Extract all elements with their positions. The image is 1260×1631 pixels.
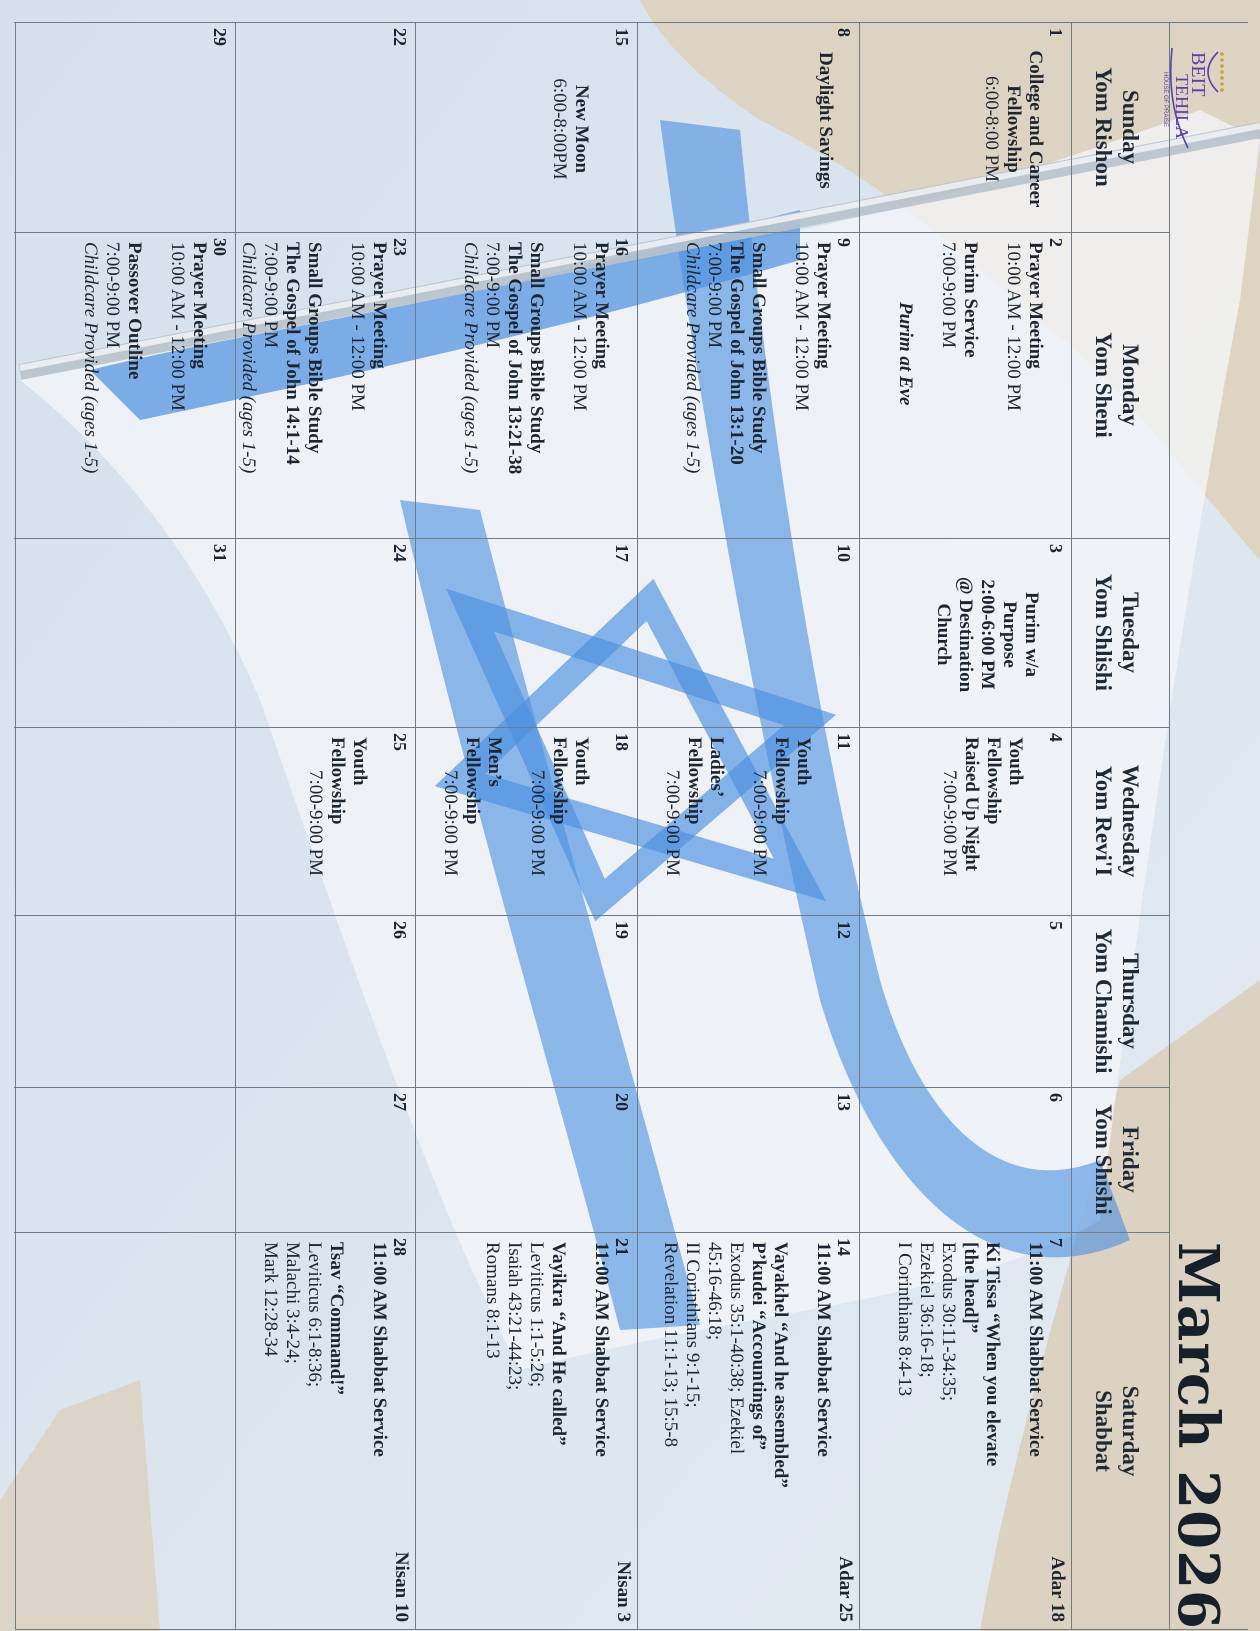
event-time: 7:00-9:00 PM [305, 769, 326, 877]
event-title: Fellowship [684, 737, 705, 825]
event-title: Fellowship [327, 737, 348, 825]
day-number: 19 [612, 921, 632, 939]
day-cell [860, 1087, 1072, 1232]
day-cell [416, 22, 638, 232]
event-note: Childcare Provided (ages 1-5) [80, 242, 101, 474]
weekday-header-sunday: Sunday Yom Rishon [1091, 67, 1143, 187]
event-time: 7:00-9:00 PM [102, 242, 123, 349]
day-number: 23 [390, 238, 410, 256]
day-number: 22 [390, 28, 410, 46]
event-time: 7:00-9:00 PM [749, 769, 770, 877]
day-number: 15 [612, 28, 632, 46]
scripture-reading: Ezekiel 36:16-18; [916, 1242, 937, 1378]
parasha-name: Tsav “Command!” [326, 1242, 347, 1395]
parasha-name: Vayikra “And He called” [548, 1242, 569, 1446]
event-title: Small Groups Bible Study [526, 242, 547, 454]
day-number: 16 [612, 238, 632, 256]
event-title: College and Career [1025, 50, 1046, 208]
event-title: Fellowship [462, 737, 483, 825]
day-cell [236, 232, 416, 538]
day-number: 2 [1046, 238, 1066, 247]
event-note: Childcare Provided (ages 1-5) [238, 242, 259, 474]
day-cell [236, 538, 416, 727]
event-time: 7:00-9:00 PM [440, 769, 461, 877]
scripture-reading: Malachi 3:4-24; [282, 1242, 303, 1364]
scripture-reading: Exodus 35:1-40:38; Ezekiel [726, 1242, 747, 1455]
service-title: 11:00 AM Shabbat Service [813, 1242, 834, 1457]
weekday-header-friday: Friday Yom Shishi [1091, 1104, 1143, 1215]
day-number: 10 [834, 544, 854, 562]
day-cell [638, 727, 860, 915]
day-number: 28 [390, 1238, 410, 1256]
event-time: 7:00-9:00 PM [482, 242, 503, 349]
day-number: 13 [834, 1093, 854, 1111]
day-number: 9 [834, 238, 854, 247]
day-cell [638, 232, 860, 538]
scripture-reading: Leviticus 6:1-8:36; [304, 1242, 325, 1388]
day-cell [416, 1087, 638, 1232]
event-time: 10:00 AM - 12:00 PM [1003, 242, 1024, 411]
event-time: 10:00 AM - 12:00 PM [569, 242, 590, 411]
event-title: Fellowship [771, 737, 792, 825]
event-title: Prayer Meeting [369, 242, 390, 369]
svg-text:BEIT: BEIT [1187, 52, 1209, 97]
parasha-name: P’kudei “Accountings of” [748, 1242, 769, 1450]
event-title: Youth [349, 737, 370, 786]
svg-text:HOUSE OF PRAISE: HOUSE OF PRAISE [1162, 72, 1168, 128]
day-number: 14 [834, 1238, 854, 1256]
scripture-reading: Mark 12:28-34 [260, 1242, 281, 1357]
day-cell [860, 1232, 1072, 1630]
weekday-header-tuesday: Tuesday Yom Shlishi [1091, 574, 1143, 691]
service-title: 11:00 AM Shabbat Service [591, 1242, 612, 1457]
day-number: 30 [210, 238, 230, 256]
svg-text:TEHILA: TEHILA [1172, 74, 1192, 139]
event-time: 7:00-9:00 PM [938, 242, 959, 349]
event-time: 7:00-9:00 PM [260, 242, 281, 349]
parasha-name: [the head]” [960, 1242, 981, 1334]
day-number: 25 [390, 733, 410, 751]
day-cell [14, 22, 236, 232]
day-cell-empty [14, 915, 236, 1087]
weekday-header-monday: Monday Yom Sheni [1091, 332, 1143, 438]
scripture-reading: Isaiah 43:21-44:23; [504, 1242, 525, 1391]
month-title: March 2026 [1165, 1242, 1231, 1630]
weekday-header-saturday: Saturday Shabbat [1091, 1385, 1143, 1477]
hebrew-date: Adar 18 [1047, 1556, 1068, 1622]
scripture-reading: Romans 8:1-13 [482, 1242, 503, 1359]
day-number: 1 [1046, 28, 1066, 37]
event-time: 7:00-9:00 PM [527, 769, 548, 877]
event-title: Raised Up Night [961, 737, 982, 872]
event-title: The Gospel of John 13:21-38 [504, 242, 525, 475]
event-time: 6:00-8:00PM [549, 78, 570, 180]
event-time: 10:00 AM - 12:00 PM [791, 242, 812, 411]
day-cell [860, 915, 1072, 1087]
day-cell-empty [14, 1087, 236, 1232]
day-number: 3 [1046, 544, 1066, 553]
day-cell [638, 915, 860, 1087]
hebrew-date: Nisan 3 [613, 1561, 634, 1622]
day-number: 5 [1046, 921, 1066, 930]
day-cell [860, 727, 1072, 915]
day-number: 6 [1046, 1093, 1066, 1102]
scripture-reading: Exodus 30:11-34:35; [938, 1242, 959, 1402]
event-title: Purim Service [960, 242, 981, 358]
event-title: Passover Outline [124, 242, 145, 380]
day-number: 12 [834, 921, 854, 939]
event-time: 10:00 AM - 12:00 PM [167, 242, 188, 411]
event-title: Fellowship [1003, 85, 1024, 173]
day-number: 4 [1046, 733, 1066, 742]
event-note: Childcare Provided (ages 1-5) [460, 242, 481, 474]
event-title: Purpose [999, 601, 1020, 668]
event-time: 7:00-9:00 PM [939, 769, 960, 877]
hebrew-date: Adar 25 [835, 1556, 856, 1622]
event-title: Men’s [484, 737, 505, 787]
day-cell [236, 727, 416, 915]
day-cell [416, 727, 638, 915]
event-title: The Gospel of John 14:1-14 [282, 242, 303, 465]
parasha-name: Ki Tissa “When you elevate [982, 1242, 1003, 1467]
scripture-reading: Revelation 11:1-13; 15:5-8 [660, 1242, 681, 1448]
event-time: 2:00-6:00 PM [977, 579, 998, 690]
day-number: 7 [1046, 1238, 1066, 1247]
day-cell [14, 232, 236, 538]
event-time: 7:00-9:00 PM [704, 242, 725, 349]
event-title: Youth [1005, 737, 1026, 786]
scripture-reading: I Corinthians 8:4-13 [894, 1242, 915, 1397]
event-title: Prayer Meeting [189, 242, 210, 369]
event-time: 10:00 AM - 12:00 PM [347, 242, 368, 411]
day-cell [416, 1232, 638, 1630]
day-cell [14, 538, 236, 727]
day-number: 27 [390, 1093, 410, 1111]
event-title: Youth [793, 737, 814, 786]
event-title: The Gospel of John 13:1-20 [726, 242, 747, 465]
day-cell [236, 1087, 416, 1232]
event-title: New Moon [571, 84, 592, 174]
day-number: 29 [210, 28, 230, 46]
event-title: Prayer Meeting [1025, 242, 1046, 369]
scripture-reading: Leviticus 1:1-5:26; [526, 1242, 547, 1388]
day-cell [860, 22, 1072, 232]
event-location: Church [933, 603, 954, 666]
event-title: Youth [571, 737, 592, 786]
day-number: 21 [612, 1238, 632, 1256]
day-cell [638, 1087, 860, 1232]
event-title: Fellowship [983, 737, 1004, 825]
weekday-header-wednesday: Wednesday Yom Revi'I [1091, 764, 1143, 878]
event-title: Small Groups Bible Study [748, 242, 769, 454]
event-title: Purim w/a [1021, 592, 1042, 677]
event-title: Daylight Savings [815, 52, 836, 189]
day-number: 11 [834, 733, 854, 751]
day-cell [638, 22, 860, 232]
day-cell-empty [14, 1232, 236, 1630]
event-location: @ Destination [955, 576, 976, 693]
weekday-header-thursday: Thursday Yom Chamishi [1091, 928, 1143, 1074]
day-cell [416, 538, 638, 727]
event-note: Childcare Provided (ages 1-5) [682, 242, 703, 474]
day-number: 26 [390, 921, 410, 939]
event-title: Fellowship [549, 737, 570, 825]
day-cell [860, 538, 1072, 727]
day-cell [416, 232, 638, 538]
day-cell [236, 915, 416, 1087]
event-title: Prayer Meeting [591, 242, 612, 369]
day-number: 20 [612, 1093, 632, 1111]
day-cell-empty [14, 727, 236, 915]
service-title: 11:00 AM Shabbat Service [369, 1242, 390, 1457]
parasha-name: Vayakhel “And he assembled” [770, 1242, 791, 1488]
calendar-sheet [14, 22, 1248, 1630]
day-cell [638, 538, 860, 727]
day-number: 18 [612, 733, 632, 751]
event-title: Prayer Meeting [813, 242, 834, 369]
day-cell [860, 232, 1072, 538]
event-time: 7:00-9:00 PM [662, 769, 683, 877]
service-title: 11:00 AM Shabbat Service [1025, 1242, 1046, 1457]
scripture-reading: II Corinthians 9:1-15; [682, 1242, 703, 1408]
day-cell [416, 915, 638, 1087]
day-cell [236, 1232, 416, 1630]
day-number: 17 [612, 544, 632, 562]
day-number: 8 [834, 28, 854, 37]
day-cell [236, 22, 416, 232]
event-title: Ladies’ [706, 737, 727, 798]
event-time: 6:00-8:00 PM [981, 75, 1002, 183]
day-cell [638, 1232, 860, 1630]
day-number: 31 [210, 544, 230, 562]
scripture-reading: 45:16-46:18; [704, 1242, 725, 1341]
event-title: Small Groups Bible Study [304, 242, 325, 454]
day-number: 24 [390, 544, 410, 562]
hebrew-date: Nisan 10 [391, 1551, 412, 1622]
event-note: Purim at Eve [895, 302, 916, 406]
